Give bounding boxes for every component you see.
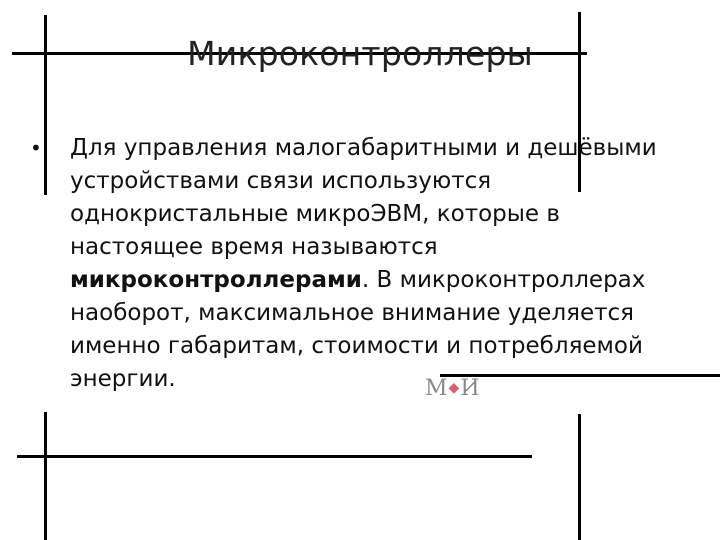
logo-letter-left: М bbox=[425, 376, 449, 401]
logo-lips-icon: ◆ bbox=[448, 380, 461, 396]
frame-line-bottom bbox=[17, 455, 532, 458]
bullet-text-part1: Для управления малогабаритными и дешёвыми устройствами связи используются однокристальные микроЭВМ, которые в настоящее время называются bbox=[70, 135, 657, 260]
slide-title: Микроконтроллеры bbox=[187, 34, 533, 73]
logo-letter-right: И bbox=[460, 376, 481, 401]
bullet-text-part2: . В микроконтроллерах наоборот, максимальное внимание уделяется именно габаритам, стоимости и потребляемой энергии. bbox=[70, 267, 646, 392]
bullet-item bbox=[30, 132, 690, 396]
bullet-text bbox=[70, 132, 690, 396]
watermark-logo bbox=[425, 376, 481, 401]
frame-line-right-vertical-bottom bbox=[578, 414, 581, 540]
frame-line-left-vertical-bottom bbox=[44, 412, 47, 540]
bullet-bold-term: микроконтроллерами bbox=[70, 267, 362, 293]
bullet-marker: • bbox=[30, 136, 42, 160]
